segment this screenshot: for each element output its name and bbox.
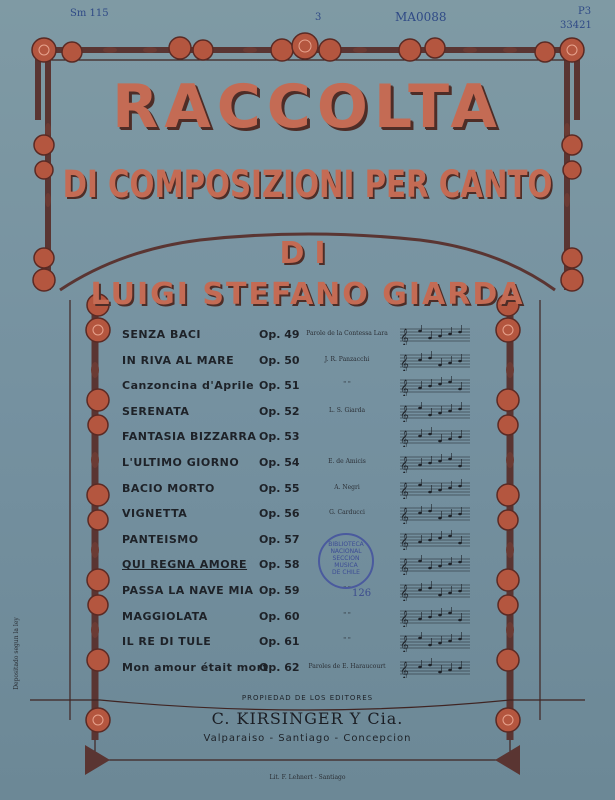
music-staff-icon bbox=[398, 530, 472, 550]
music-staff-icon bbox=[398, 402, 472, 422]
work-lyricist: G. Carducci bbox=[329, 509, 365, 517]
work-row bbox=[122, 555, 482, 579]
collection-subtitle: DI COMPOSIZIONI PER CANTO bbox=[62, 163, 553, 206]
work-row bbox=[122, 402, 482, 426]
publisher-cities: Valparaiso - Santiago - Concepcion bbox=[203, 733, 412, 744]
svg-text:𝄞: 𝄞 bbox=[400, 558, 409, 576]
work-row bbox=[122, 453, 482, 477]
music-staff-icon bbox=[398, 351, 472, 371]
catalog-mark: 33421 bbox=[560, 20, 592, 31]
svg-text:𝄞: 𝄞 bbox=[400, 660, 409, 678]
music-staff-icon bbox=[398, 325, 472, 345]
svg-text:𝄞: 𝄞 bbox=[400, 635, 409, 653]
publisher-firm: C. KIRSINGER Y Cia. bbox=[211, 709, 404, 728]
music-staff-icon bbox=[398, 607, 472, 627]
work-opus: Op. 54 bbox=[259, 456, 300, 469]
work-title: SENZA BACI bbox=[122, 328, 202, 341]
catalog-mark: 3 bbox=[315, 12, 322, 23]
svg-text:𝄞: 𝄞 bbox=[400, 353, 409, 371]
svg-text:𝄞: 𝄞 bbox=[400, 379, 409, 397]
work-title: FANTASIA BIZZARRA bbox=[122, 430, 257, 444]
work-lyricist: Paroles de E. Haraucourt bbox=[308, 662, 386, 670]
work-opus: Op. 49 bbox=[259, 328, 300, 341]
music-staff-icon bbox=[398, 555, 472, 575]
work-row bbox=[122, 325, 482, 349]
lithographer: Lit. F. Lehnert - Santiago bbox=[269, 774, 346, 781]
svg-text:𝄞: 𝄞 bbox=[400, 481, 409, 499]
work-row bbox=[122, 632, 482, 656]
work-row bbox=[122, 427, 482, 451]
svg-text:𝄞: 𝄞 bbox=[400, 507, 409, 525]
work-opus: Op. 55 bbox=[259, 481, 300, 495]
svg-text:𝄞: 𝄞 bbox=[400, 609, 409, 627]
music-staff-icon bbox=[398, 632, 472, 652]
work-opus: Op. 53 bbox=[259, 430, 300, 444]
music-staff-icon bbox=[398, 427, 472, 447]
work-title: IN RIVA AL MARE bbox=[122, 353, 235, 367]
work-title: QUI REGNA AMORE bbox=[122, 558, 248, 572]
work-title: PASSA LA NAVE MIA bbox=[122, 584, 254, 597]
work-title: SERENATA bbox=[122, 404, 190, 418]
work-row bbox=[122, 607, 482, 631]
publisher-label: PROPIEDAD DE LOS EDITORES bbox=[241, 694, 374, 702]
work-row bbox=[122, 530, 482, 554]
svg-text:𝄞: 𝄞 bbox=[400, 430, 409, 448]
work-opus: Op. 62 bbox=[259, 660, 300, 674]
music-staff-icon bbox=[398, 453, 472, 473]
work-opus: Op. 50 bbox=[259, 353, 300, 367]
work-title: IL RE DI TULE bbox=[122, 635, 212, 649]
work-title: L'ULTIMO GIORNO bbox=[122, 456, 240, 469]
music-staff-icon bbox=[398, 504, 472, 524]
work-row bbox=[122, 504, 482, 528]
work-row bbox=[122, 658, 482, 682]
work-opus: Op. 60 bbox=[259, 609, 300, 623]
work-title: BACIO MORTO bbox=[122, 481, 215, 495]
catalog-mark: P3 bbox=[578, 6, 592, 17]
work-lyricist: " " bbox=[343, 611, 351, 619]
work-lyricist: " " bbox=[343, 637, 351, 645]
work-title: VIGNETTA bbox=[122, 507, 188, 521]
work-title: PANTEISMO bbox=[122, 532, 199, 546]
work-lyricist: E. de Amicis bbox=[328, 458, 366, 465]
work-row bbox=[122, 581, 482, 605]
work-opus: Op. 51 bbox=[259, 379, 300, 393]
work-lyricist: J. R. Panzacchi bbox=[324, 355, 370, 363]
library-stamp: BIBLIOTECA NACIONAL SECCION MUSICA DE CHILE bbox=[318, 533, 374, 589]
work-opus: Op. 52 bbox=[259, 404, 300, 418]
svg-text:𝄞: 𝄞 bbox=[400, 532, 409, 550]
by-label: DI bbox=[279, 236, 336, 271]
music-staff-icon bbox=[398, 376, 472, 396]
work-lyricist: L. S. Giarda bbox=[328, 406, 366, 414]
catalog-mark: MA0088 bbox=[395, 10, 447, 24]
work-row bbox=[122, 376, 482, 400]
work-opus: Op. 56 bbox=[259, 507, 300, 521]
work-opus: Op. 58 bbox=[259, 558, 300, 572]
work-lyricist: A. Negri bbox=[334, 483, 360, 491]
music-staff-icon bbox=[398, 658, 472, 678]
composer-name: LUIGI STEFANO GIARDA bbox=[90, 277, 525, 312]
work-title: MAGGIOLATA bbox=[122, 609, 208, 623]
work-opus: Op. 59 bbox=[259, 584, 300, 597]
work-row bbox=[122, 351, 482, 375]
svg-text:𝄞: 𝄞 bbox=[400, 456, 409, 473]
music-staff-icon bbox=[398, 581, 472, 601]
work-row bbox=[122, 479, 482, 503]
music-staff-icon bbox=[398, 479, 472, 499]
work-opus: Op. 57 bbox=[259, 532, 300, 546]
legal-deposit: Depositado segun la ley bbox=[12, 617, 20, 690]
svg-text:𝄞: 𝄞 bbox=[400, 328, 409, 345]
work-title: Canzoncina d'Aprile bbox=[122, 379, 255, 393]
work-title: Mon amour était mort bbox=[122, 660, 269, 674]
work-lyricist: Parole de la Contessa Lara bbox=[306, 330, 388, 337]
svg-text:𝄞: 𝄞 bbox=[400, 584, 409, 601]
svg-text:𝄞: 𝄞 bbox=[400, 404, 409, 422]
collection-title: RACCOLTA bbox=[112, 72, 503, 142]
catalog-mark: Sm 115 bbox=[70, 8, 109, 19]
work-lyricist: " " bbox=[343, 381, 351, 389]
work-lyricist: " " bbox=[343, 586, 351, 593]
stamp-note: 126 bbox=[352, 588, 372, 599]
work-opus: Op. 61 bbox=[259, 635, 300, 649]
